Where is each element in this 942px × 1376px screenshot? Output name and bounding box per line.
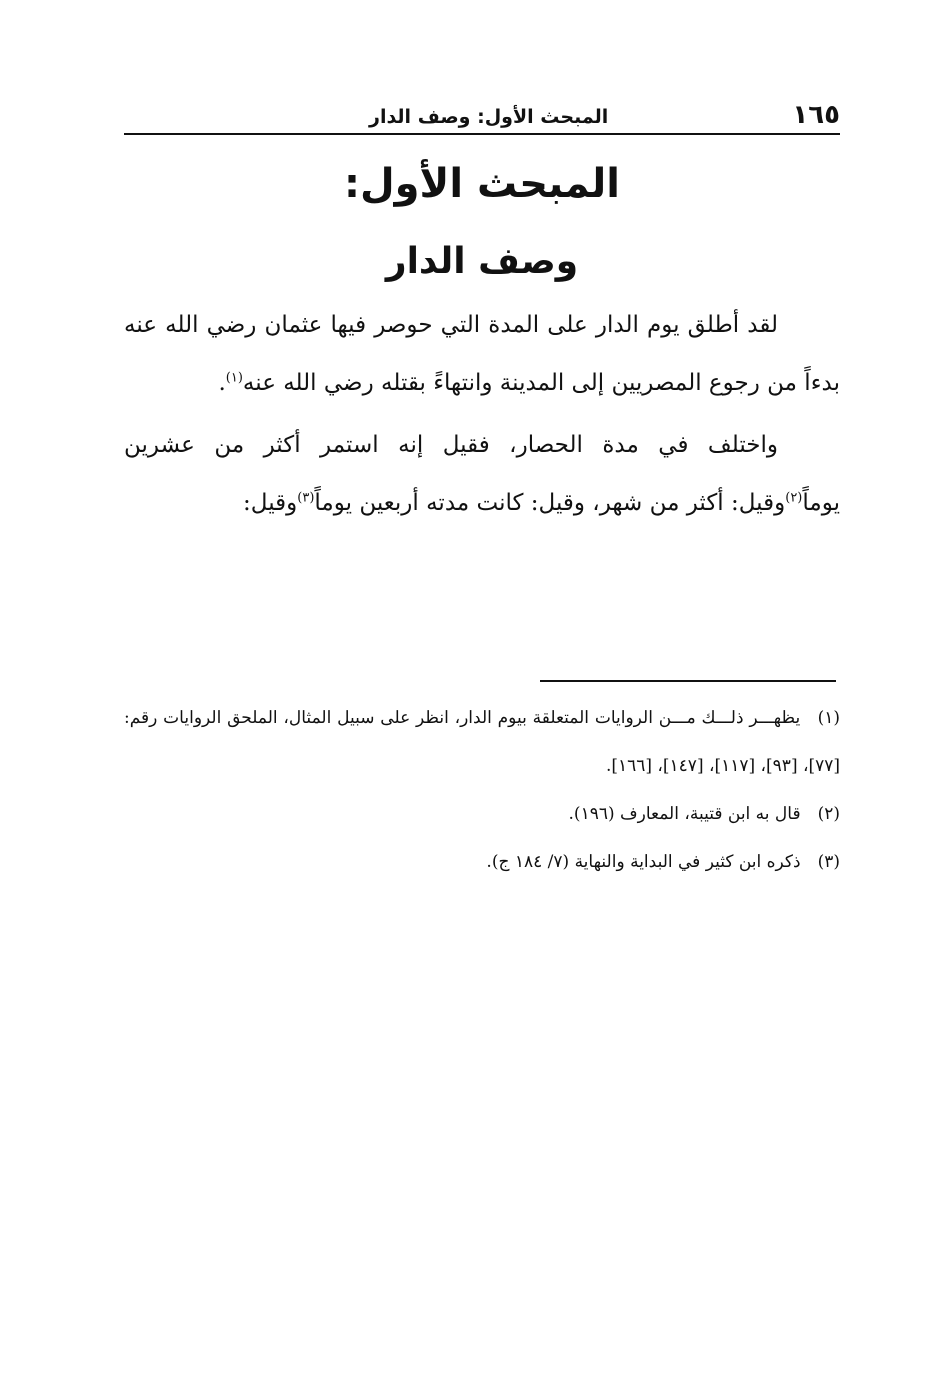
- paragraph-2-text-b: وقيل: أكثر من شهر، وقيل: كانت مدته أربعين يوماً: [314, 490, 786, 516]
- footnote-1: [124, 694, 840, 790]
- footnote-ref-2[interactable]: (٢): [785, 490, 803, 506]
- footnote-3: [124, 838, 840, 886]
- running-header: [124, 96, 840, 130]
- paragraph-2: [124, 416, 840, 532]
- section-title: المبحث الأول:: [343, 161, 621, 207]
- footnote-text: قال به ابن قتيبة، المعارف (١٩٦).: [568, 804, 801, 824]
- paragraph-1-text: لقد أطلق يوم الدار على المدة التي حوصر فيها عثمان رضي الله عنه بدءاً من رجوع المصريين إلى المدينة وانتهاءً بقتله رضي الله عنه: [124, 312, 840, 396]
- footnote-rule: [540, 680, 836, 682]
- footnote-ref-3[interactable]: (٣): [297, 490, 315, 506]
- footnote-number: (٢): [817, 804, 840, 824]
- page-number: ١٦٥: [792, 100, 840, 130]
- footnote-ref-1[interactable]: (١): [225, 370, 243, 386]
- body-text: [124, 296, 840, 532]
- footnotes: [124, 694, 840, 886]
- footnote-text: ذكره ابن كثير في البداية والنهاية (٧/ ١٨٤ ج).: [486, 852, 801, 872]
- footnote-2: [124, 790, 840, 838]
- paragraph-1: [124, 296, 840, 412]
- header-rule: [124, 133, 840, 135]
- section-subtitle: وصف الدار: [385, 241, 579, 282]
- footnote-text: يظهـــر ذلـــك مـــن الروايات المتعلقة بيوم الدار، انظر على سبيل المثال، الملحق الروايات رقم: [٧٧]، [٩٣]، [١١٧]، [١٤٧]، [١٦٦].: [124, 708, 840, 776]
- paragraph-2-text-c: وقيل:: [243, 490, 298, 516]
- paragraph-1-end: .: [218, 370, 226, 396]
- running-title: المبحث الأول: وصف الدار: [369, 106, 609, 128]
- paragraph-2-text-a: واختلف في مدة الحصار، فقيل إنه استمر أكثر من عشرين يوماً: [124, 432, 840, 516]
- footnote-number: (١): [817, 708, 840, 728]
- footnote-number: (٣): [817, 852, 840, 872]
